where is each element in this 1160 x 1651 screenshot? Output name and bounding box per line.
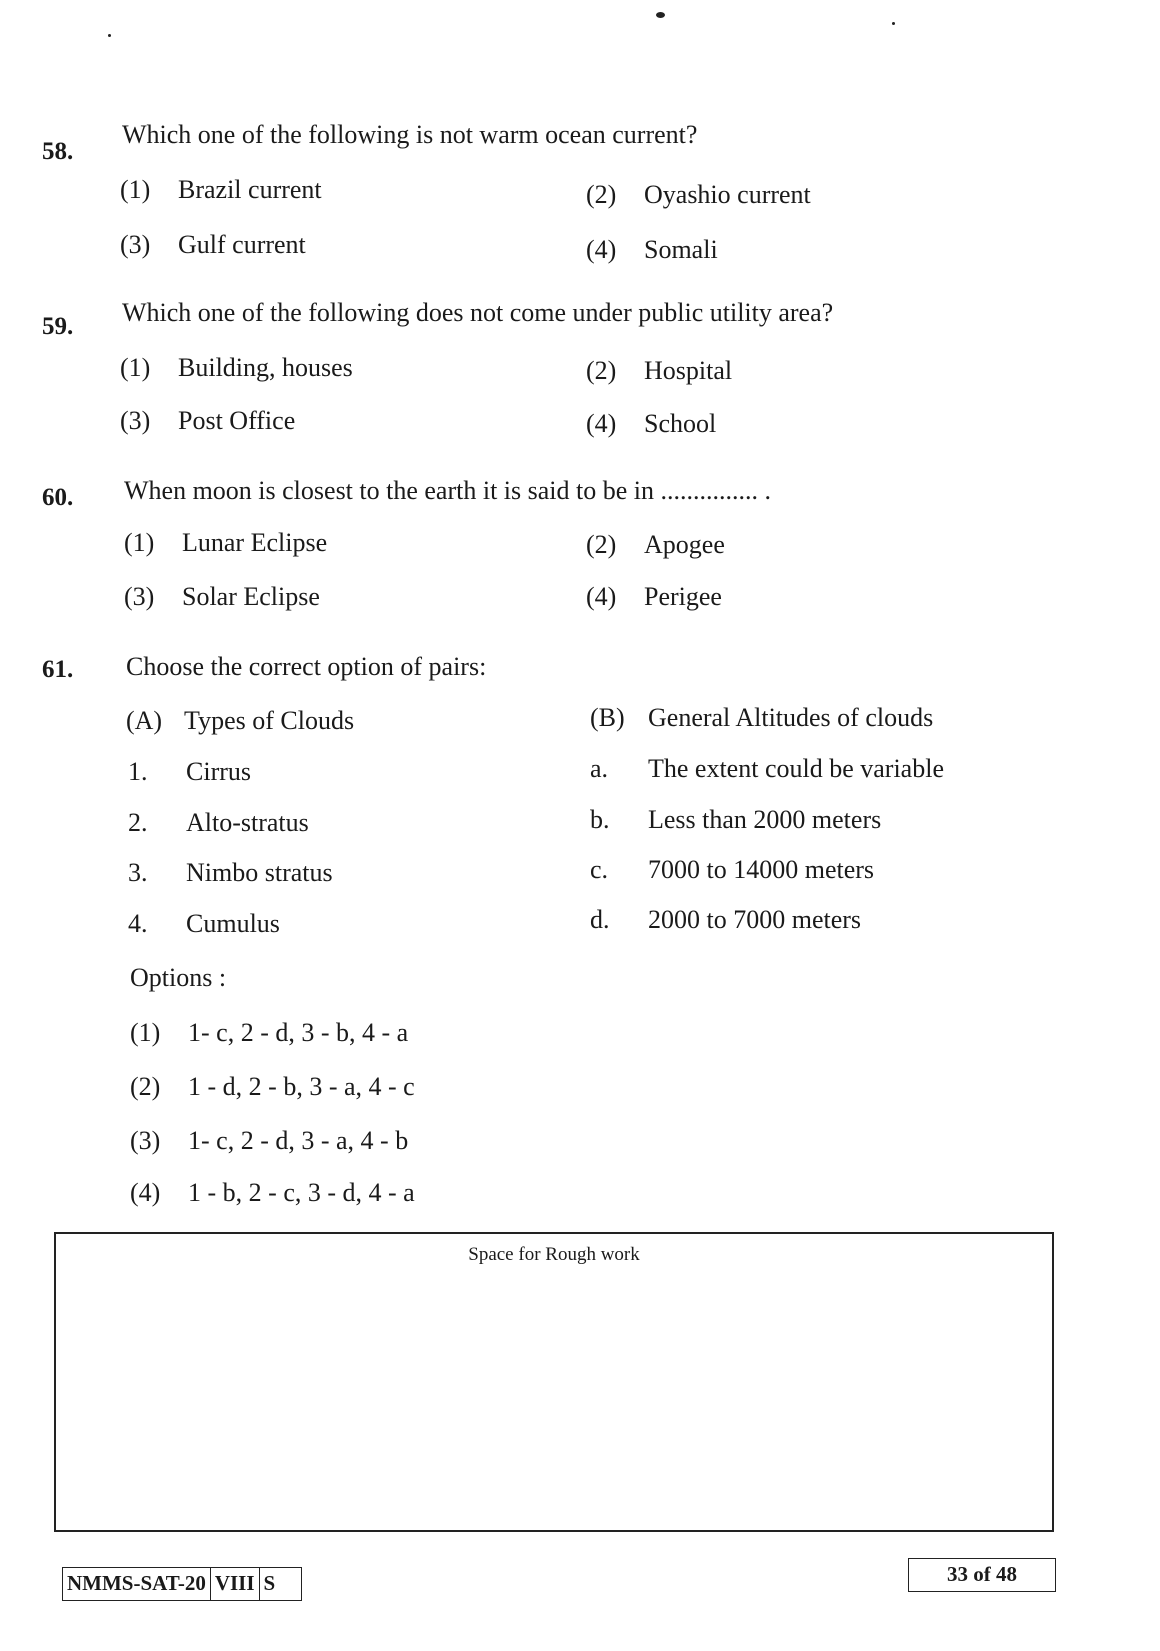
column-a-item: 1. Cirrus [128, 757, 251, 786]
column-b-item: b. Less than 2000 meters [590, 805, 882, 834]
question-text: When moon is closest to the earth it is said to be in ............... . [124, 476, 772, 505]
column-b-item: a. The extent could be variable [590, 754, 944, 783]
question-text: Choose the correct option of pairs: [126, 652, 487, 681]
question-number: 60. [42, 484, 74, 511]
option-4: (4) School [586, 409, 717, 438]
column-b-item: c. 7000 to 14000 meters [590, 855, 875, 884]
option-2: (2) Apogee [586, 530, 725, 559]
option-2: (2) Oyashio current [586, 180, 811, 209]
options-heading: Options : [130, 963, 227, 992]
option-2: (2) 1 - d, 2 - b, 3 - a, 4 - c [130, 1072, 415, 1101]
option-1: (1) Lunar Eclipse [124, 528, 328, 557]
scan-speck [892, 22, 895, 25]
column-a-item: 2. Alto-stratus [128, 808, 309, 837]
option-3: (3) Solar Eclipse [124, 582, 320, 611]
exam-code-box [62, 1567, 302, 1601]
option-4: (4) Perigee [586, 582, 722, 611]
option-4: (4) Somali [586, 235, 718, 264]
option-3: (3) Post Office [120, 406, 296, 435]
exam-code: NMMS-SAT-20 [63, 1568, 211, 1600]
scan-speck [656, 12, 665, 18]
option-4: (4) 1 - b, 2 - c, 3 - d, 4 - a [130, 1178, 415, 1207]
rough-work-label: Space for Rough work [468, 1244, 640, 1265]
column-a-heading: (A) Types of Clouds [126, 706, 355, 735]
option-1: (1) Building, houses [120, 353, 353, 382]
option-1: (1) Brazil current [120, 175, 322, 204]
page-number: 33 of 48 [908, 1558, 1056, 1592]
scan-speck [108, 34, 111, 37]
question-number: 59. [42, 313, 74, 340]
question-number: 58. [42, 138, 74, 165]
option-3: (3) 1- c, 2 - d, 3 - a, 4 - b [130, 1126, 409, 1155]
option-1: (1) 1- c, 2 - d, 3 - b, 4 - a [130, 1018, 409, 1047]
option-3: (3) Gulf current [120, 230, 306, 259]
exam-section: S [263, 1571, 276, 1595]
column-b-item: d. 2000 to 7000 meters [590, 905, 862, 934]
option-2: (2) Hospital [586, 356, 733, 385]
question-number: 61. [42, 656, 74, 683]
exam-class: VIII [211, 1568, 260, 1600]
column-b-heading: (B) General Altitudes of clouds [590, 703, 934, 732]
rough-work-box [54, 1232, 1054, 1532]
question-text: Which one of the following is not warm ocean current? [122, 120, 698, 149]
column-a-item: 3. Nimbo stratus [128, 858, 333, 887]
column-a-item: 4. Cumulus [128, 909, 280, 938]
question-text: Which one of the following does not come under public utility area? [122, 298, 834, 327]
